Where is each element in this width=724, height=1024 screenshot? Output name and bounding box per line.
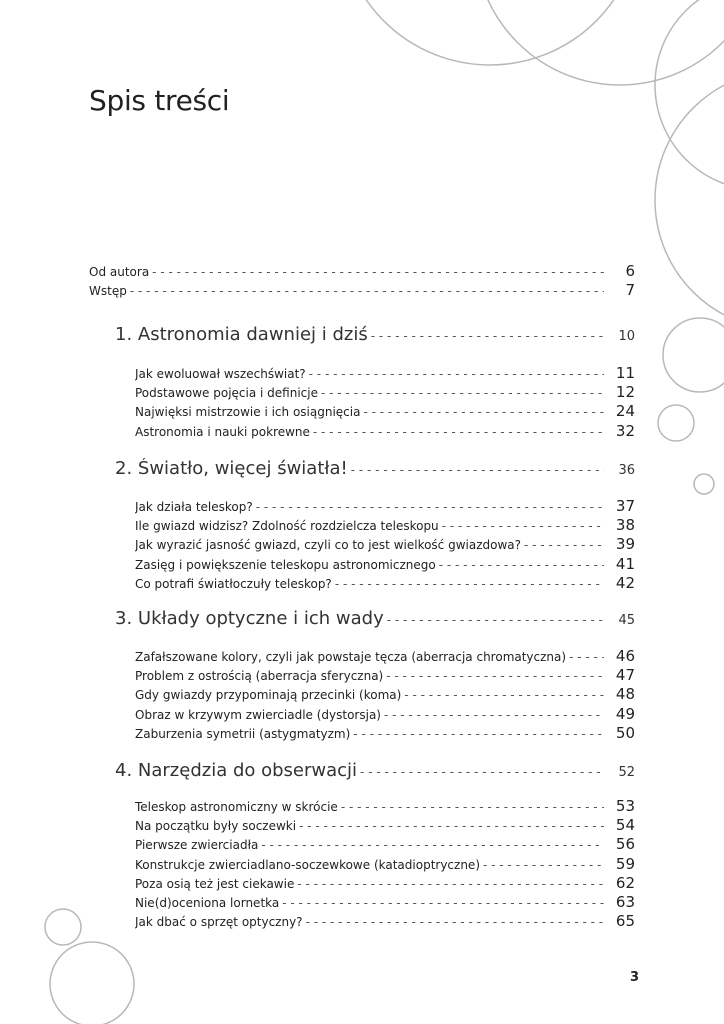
- toc-chapter[interactable]: [115, 760, 635, 784]
- dot-leader: [306, 915, 604, 929]
- toc-entry-page: 65: [615, 912, 635, 931]
- dot-leader: [297, 877, 604, 891]
- toc-entry-page: 53: [615, 797, 635, 815]
- toc-entry-label: Ile gwiazd widzisz? Zdolność rozdzielcza teleskopu: [135, 519, 439, 534]
- toc-entry-page: 62: [615, 873, 635, 892]
- toc-chapter[interactable]: [115, 458, 635, 482]
- toc-entry-label: Wstęp: [89, 284, 127, 298]
- toc-entry-page: 42: [615, 573, 635, 592]
- toc-entry[interactable]: [135, 364, 635, 382]
- toc-entry-label: 3. Układy optyczne i ich wady: [115, 608, 384, 629]
- toc-entry-label: Podstawowe pojęcia i definicje: [135, 386, 318, 401]
- toc-entry-page: 32: [615, 421, 635, 440]
- toc-entry[interactable]: [135, 647, 635, 665]
- toc-entry-label: Zaburzenia symetrii (astygmatyzm): [135, 726, 351, 741]
- toc-entry-page: 50: [615, 723, 635, 742]
- dot-leader: [152, 265, 604, 279]
- toc-entry-page: 11: [615, 364, 635, 382]
- dot-leader: [360, 765, 604, 779]
- toc-entry-page: 63: [615, 893, 635, 911]
- toc-entry-label: Teleskop astronomiczny w skrócie: [135, 800, 338, 814]
- toc-entry-intro[interactable]: [89, 281, 635, 298]
- toc-entry-label: Jak wyrazić jasność gwiazd, czyli co to jest wielkość gwiazdowa?: [135, 538, 522, 553]
- toc-chapter[interactable]: [115, 608, 635, 632]
- toc-entry-page: 45: [618, 613, 635, 628]
- toc-entry[interactable]: [135, 797, 635, 815]
- toc-entry-page: 52: [618, 765, 635, 780]
- toc-entry-label: Zasięg i powiększenie teleskopu astronomicznego: [135, 557, 436, 572]
- toc-entry-page: 6: [625, 262, 635, 279]
- toc-entry-label: Zafałszowane kolory, czyli jak powstaje tęcza (aberracja chromatyczna): [135, 650, 567, 664]
- toc-entry[interactable]: [135, 893, 635, 911]
- toc-entry-label: Poza osią też jest ciekawie: [135, 876, 295, 891]
- dot-leader: [442, 519, 604, 533]
- deco-circle: [658, 405, 694, 441]
- toc-entry[interactable]: [135, 855, 635, 873]
- deco-circle: [655, 0, 724, 190]
- toc-entry-label: Astronomia i nauki pokrewne: [135, 424, 310, 439]
- dot-leader: [309, 367, 604, 381]
- dot-leader: [439, 558, 604, 572]
- toc-entry-page: 38: [615, 516, 635, 535]
- toc-entry[interactable]: [135, 874, 635, 892]
- toc-entry-label: Gdy gwiazdy przypominają przecinki (koma): [135, 688, 402, 703]
- page-number: 3: [629, 970, 639, 985]
- deco-circle: [655, 70, 724, 330]
- toc-entry-page: 39: [615, 535, 635, 554]
- dot-leader: [387, 613, 604, 627]
- toc-entry-label: Jak działa teleskop?: [135, 500, 253, 514]
- toc-entry-page: 37: [615, 497, 635, 515]
- toc-entry[interactable]: [135, 574, 635, 592]
- deco-circle: [340, 0, 640, 65]
- dot-leader: [569, 650, 604, 664]
- toc-entry-label: 2. Światło, więcej światła!: [115, 458, 348, 479]
- dot-leader: [524, 538, 604, 552]
- toc-entry-page: 48: [615, 685, 635, 704]
- dot-leader: [321, 386, 604, 400]
- toc-entry-label: Nie(d)oceniona lornetka: [135, 896, 280, 910]
- dot-leader: [351, 463, 604, 477]
- toc-entry-label: 1. Astronomia dawniej i dziś: [115, 324, 368, 345]
- deco-circle: [45, 909, 81, 945]
- toc-entry-label: Jak ewoluował wszechświat?: [135, 367, 306, 381]
- toc-entry-page: 56: [615, 835, 635, 854]
- dot-leader: [313, 425, 604, 439]
- toc-entry-label: Pierwsze zwierciadła: [135, 838, 259, 853]
- toc-entry-label: Problem z ostrością (aberracja sferyczna): [135, 669, 384, 684]
- dot-leader: [384, 708, 604, 722]
- dot-leader: [335, 577, 604, 591]
- deco-circle: [475, 0, 724, 85]
- dot-leader: [483, 858, 604, 872]
- toc-entry-page: 36: [618, 463, 635, 478]
- dot-leader: [299, 819, 604, 833]
- toc-entry-page: 54: [615, 816, 635, 835]
- toc-entry[interactable]: [135, 555, 635, 573]
- toc-entry[interactable]: [135, 666, 635, 684]
- toc-entry[interactable]: [135, 516, 635, 534]
- toc-entry-label: Na początku były soczewki: [135, 819, 297, 834]
- toc-entry[interactable]: [135, 912, 635, 930]
- toc-entry-page: 7: [625, 281, 635, 298]
- toc-entry-label: Obraz w krzywym zwierciadle (dystorsja): [135, 707, 381, 722]
- toc-entry-label: Jak dbać o sprzęt optyczny?: [135, 915, 303, 930]
- toc-entry-page: 10: [618, 329, 635, 344]
- dot-leader: [371, 329, 604, 343]
- dot-leader: [363, 405, 604, 419]
- toc-entry-page: 47: [615, 666, 635, 685]
- dot-leader: [130, 284, 604, 298]
- toc-entry[interactable]: [135, 835, 635, 853]
- dot-leader: [404, 688, 604, 702]
- dot-leader: [261, 838, 604, 852]
- deco-circle: [694, 474, 714, 494]
- deco-circle: [50, 942, 134, 1024]
- dot-leader: [282, 896, 604, 910]
- toc-entry[interactable]: [135, 402, 635, 420]
- toc-entry-page: 49: [615, 704, 635, 723]
- toc-entry-label: Od autora: [89, 265, 150, 279]
- toc-entry[interactable]: [135, 383, 635, 401]
- toc-entry-page: 24: [615, 402, 635, 421]
- toc-entry-label: Konstrukcje zwierciadlano-soczewkowe (katadioptryczne): [135, 857, 480, 872]
- dot-leader: [386, 669, 604, 683]
- toc-entry-page: 59: [615, 854, 635, 873]
- toc-entry[interactable]: [135, 816, 635, 834]
- dot-leader: [341, 800, 604, 814]
- toc-entry-label: Co potrafi światłoczuły teleskop?: [135, 576, 332, 591]
- dot-leader: [256, 500, 604, 514]
- deco-circle: [663, 318, 724, 392]
- toc-entry[interactable]: [135, 724, 635, 742]
- toc-entry-page: 46: [615, 647, 635, 665]
- toc-entry-page: 41: [615, 554, 635, 573]
- page-title: Spis treści: [89, 84, 230, 117]
- toc-entry-page: 12: [615, 383, 635, 402]
- toc-entry[interactable]: [135, 497, 635, 515]
- dot-leader: [353, 727, 604, 741]
- toc-entry-intro[interactable]: [89, 262, 635, 279]
- toc-entry[interactable]: [135, 685, 635, 703]
- toc-entry[interactable]: [135, 705, 635, 723]
- toc-entry[interactable]: [135, 422, 635, 440]
- toc-chapter[interactable]: [115, 324, 635, 348]
- toc-entry[interactable]: [135, 535, 635, 553]
- toc-entry-label: 4. Narzędzia do obserwacji: [115, 760, 358, 781]
- toc-entry-label: Najwięksi mistrzowie i ich osiągnięcia: [135, 405, 361, 420]
